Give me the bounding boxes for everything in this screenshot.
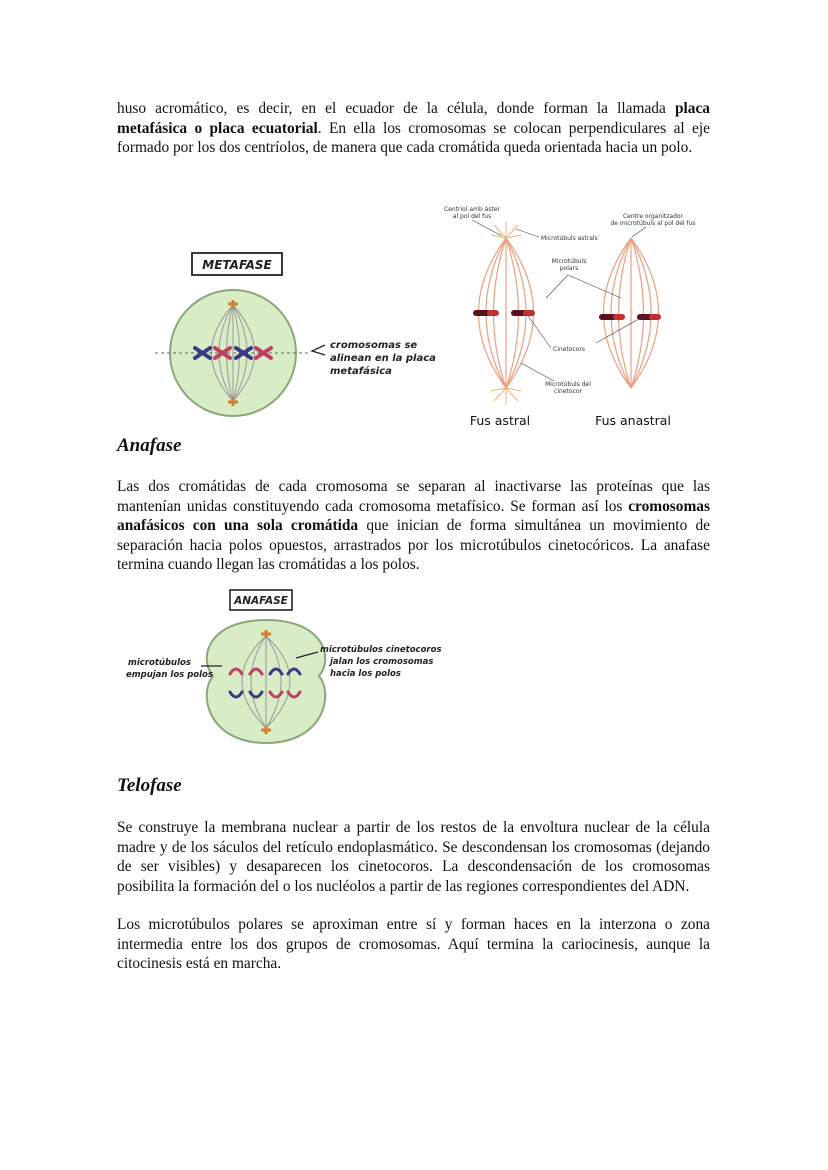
anastral-spindle: [604, 238, 659, 388]
intro-bold-term: placa metafásica o placa ecuatorial: [117, 100, 710, 137]
anafase-right-note-1: microtúbulos cinetocoros: [320, 645, 442, 655]
cinetocor-label-2: cinetocor: [554, 388, 582, 395]
metafase-title: METAFASE: [202, 258, 272, 272]
intro-paragraph: [117, 99, 710, 158]
metafase-figure: [150, 248, 436, 418]
telofase-paragraph-2: Los microtúbulos polares se aproximan entre sí y forman haces en la interzona o zona intermedia entre los dos grupos de cromosomas. Aquí termina la cariocinesis, aunque la citocinesis está en marcha.: [117, 916, 710, 972]
polars-label-1: Microtúbuls: [551, 258, 587, 265]
anafase-figure: [118, 588, 442, 748]
anafase-right-note-3: hacia los polos: [330, 669, 401, 679]
fus-anastral-caption: Fus anastral: [595, 413, 671, 428]
anafase-right-note-2: jalan los cromosomas: [330, 657, 434, 667]
centre-label-1: Centre organitzador: [622, 213, 684, 220]
spindle-figure: [436, 203, 726, 433]
anafase-bold-term: cromosomas anafásicos con una sola cromátida: [117, 497, 710, 534]
fus-astral-caption: Fus astral: [469, 413, 531, 428]
anafase-heading: Anafase: [117, 435, 182, 456]
anafase-title: ANAFASE: [234, 595, 288, 607]
anafase-text-1: Las dos cromátidas de cada cromosoma se separan al inactivarse las proteínas que las mantenían unidas constituyendo cada cromosoma metafísico. Se forman así los: [117, 478, 710, 515]
anafase-text-2: que inician de forma simultánea un movimiento de separación hacia polos opuestos, arrastrados por los microtúbulos cinetocóricos. La anafase termina cuando llegan las cromátidas a los polos.: [117, 517, 710, 573]
intro-text-1: huso acromático, es decir, en el ecuador de la célula, donde forman la llamada: [117, 100, 675, 117]
centriol-label-1: Centriol amb àster: [444, 206, 500, 213]
astral-label: Microtúbuls astrals: [541, 235, 598, 242]
metafase-arrow: [312, 345, 325, 355]
anafase-left-note-2: empujan los polos: [126, 670, 213, 680]
metafase-note-3: metafásica: [330, 366, 392, 377]
anafase-left-note-1: microtúbulos: [128, 658, 191, 668]
polars-label-2: polars: [559, 265, 579, 272]
cinetocor-label-1: Microtúbuls del: [545, 381, 591, 388]
anafase-paragraph: [117, 477, 710, 575]
centre-label-2: de microtúbuls al pol del fus: [610, 220, 696, 227]
metafase-note-1: cromosomas se: [330, 340, 418, 351]
telofase-heading: Telofase: [117, 775, 182, 796]
telofase-paragraph-1: Se construye la membrana nuclear a partir de los restos de la envoltura nuclear de la célula madre y de los sáculos del retículo endoplasmático. Se descondensan los cromosomas (dejando de ser visibles) y desaparecen los cinetocoros. La descondensación de los cromosomas posibilita la formación del o los nucléolos a partir de las regiones correspondientes del ADN.: [117, 819, 710, 895]
intro-text-2: . En ella los cromosomas se colocan perpendiculares al eje formado por los dos centríolos, de manera que cada cromátida queda orientada hacia un polo.: [117, 119, 710, 156]
cinetocors-label: Cinetocors: [553, 346, 585, 353]
metafase-note-2: alinean en la placa: [330, 353, 436, 364]
centriol-label-2: al pol del fus: [452, 213, 492, 220]
